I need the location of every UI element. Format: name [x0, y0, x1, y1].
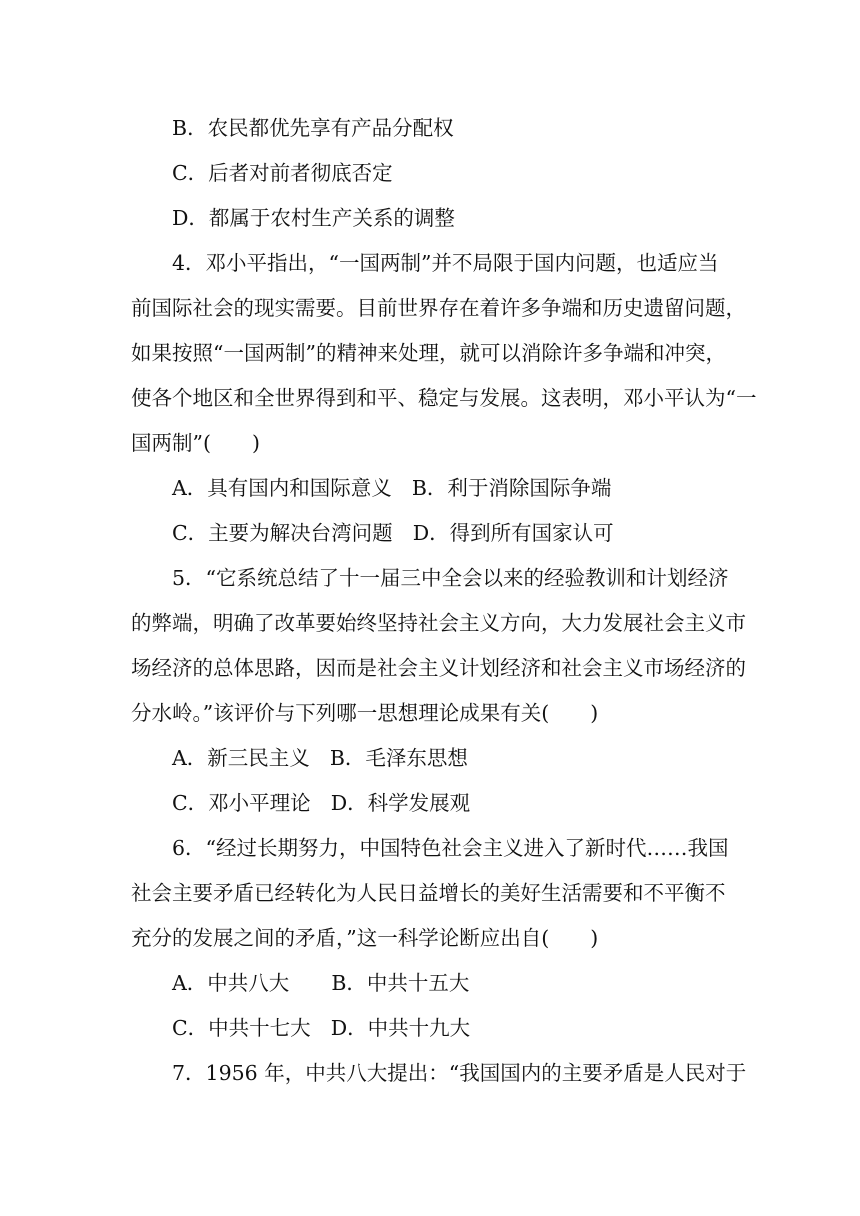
q4-stem-line-2: 前国际社会的现实需要。目前世界存在着许多争端和历史遗留问题， [131, 296, 746, 320]
q4-options-ab [172, 473, 860, 503]
q5-option-d: D．科学发展观 [330, 791, 471, 815]
q4-stem-line-5: 国两制”( ) [131, 431, 260, 455]
q4-stem-line-1: 4．邓小平指出，“一国两制”并不局限于国内问题，也适应当 [172, 251, 719, 275]
q4-option-c: C．主要为解决台湾问题 [172, 521, 393, 545]
q5-option-b: B．毛泽东思想 [329, 746, 468, 770]
q3-option-d: D．都属于农村生产关系的调整 [172, 206, 455, 230]
q6-stem-line-1: 6．“经过长期努力，中国特色社会主义进入了新时代……我国 [172, 836, 729, 860]
q5-stem-line-3: 场经济的总体思路，因而是社会主义计划经济和社会主义市场经济的 [131, 656, 746, 680]
q6-option-c: C．中共十七大 [172, 1016, 311, 1040]
q5-stem-line-4: 分水岭。”该评价与下列哪一思想理论成果有关( ) [131, 701, 599, 725]
q5-stem-line-1: 5．“它系统总结了十一届三中全会以来的经验教训和计划经济 [172, 566, 729, 590]
q6-option-d: D．中共十九大 [330, 1016, 471, 1040]
q6-stem-line-2: 社会主要矛盾已经转化为人民日益增长的美好生活需要和不平衡不 [131, 881, 726, 905]
q7-stem-line-1: 7．1956 年，中共八大提出：“我国国内的主要矛盾是人民对于 [172, 1061, 747, 1085]
q5-options-ab [172, 743, 860, 773]
q6-option-b: B．中共十五大 [331, 971, 470, 995]
q4-option-d: D．得到所有国家认可 [412, 521, 614, 545]
q5-option-c: C．邓小平理论 [172, 791, 311, 815]
q5-option-a: A．新三民主义 [172, 746, 310, 770]
q5-options-cd [172, 788, 860, 818]
q4-stem-line-3: 如果按照“一国两制”的精神来处理，就可以消除许多争端和冲突， [131, 341, 726, 365]
q6-options-cd [172, 1013, 860, 1043]
q4-option-a: A．具有国内和国际意义 [172, 476, 392, 500]
q4-stem-line-4: 使各个地区和全世界得到和平、稳定与发展。这表明，邓小平认为“一 [131, 386, 757, 410]
q6-stem-line-3: 充分的发展之间的矛盾，”这一科学论断应出自( ) [131, 926, 599, 950]
q3-option-b: B．农民都优先享有产品分配权 [172, 116, 454, 140]
q4-options-cd [172, 518, 860, 548]
q3-option-c: C．后者对前者彻底否定 [172, 161, 393, 185]
q6-options-ab [172, 968, 860, 998]
q4-option-b: B．利于消除国际争端 [411, 476, 612, 500]
q5-stem-line-2: 的弊端，明确了改革要始终坚持社会主义方向，大力发展社会主义市 [131, 611, 746, 635]
q6-option-a: A．中共八大 [172, 971, 290, 995]
